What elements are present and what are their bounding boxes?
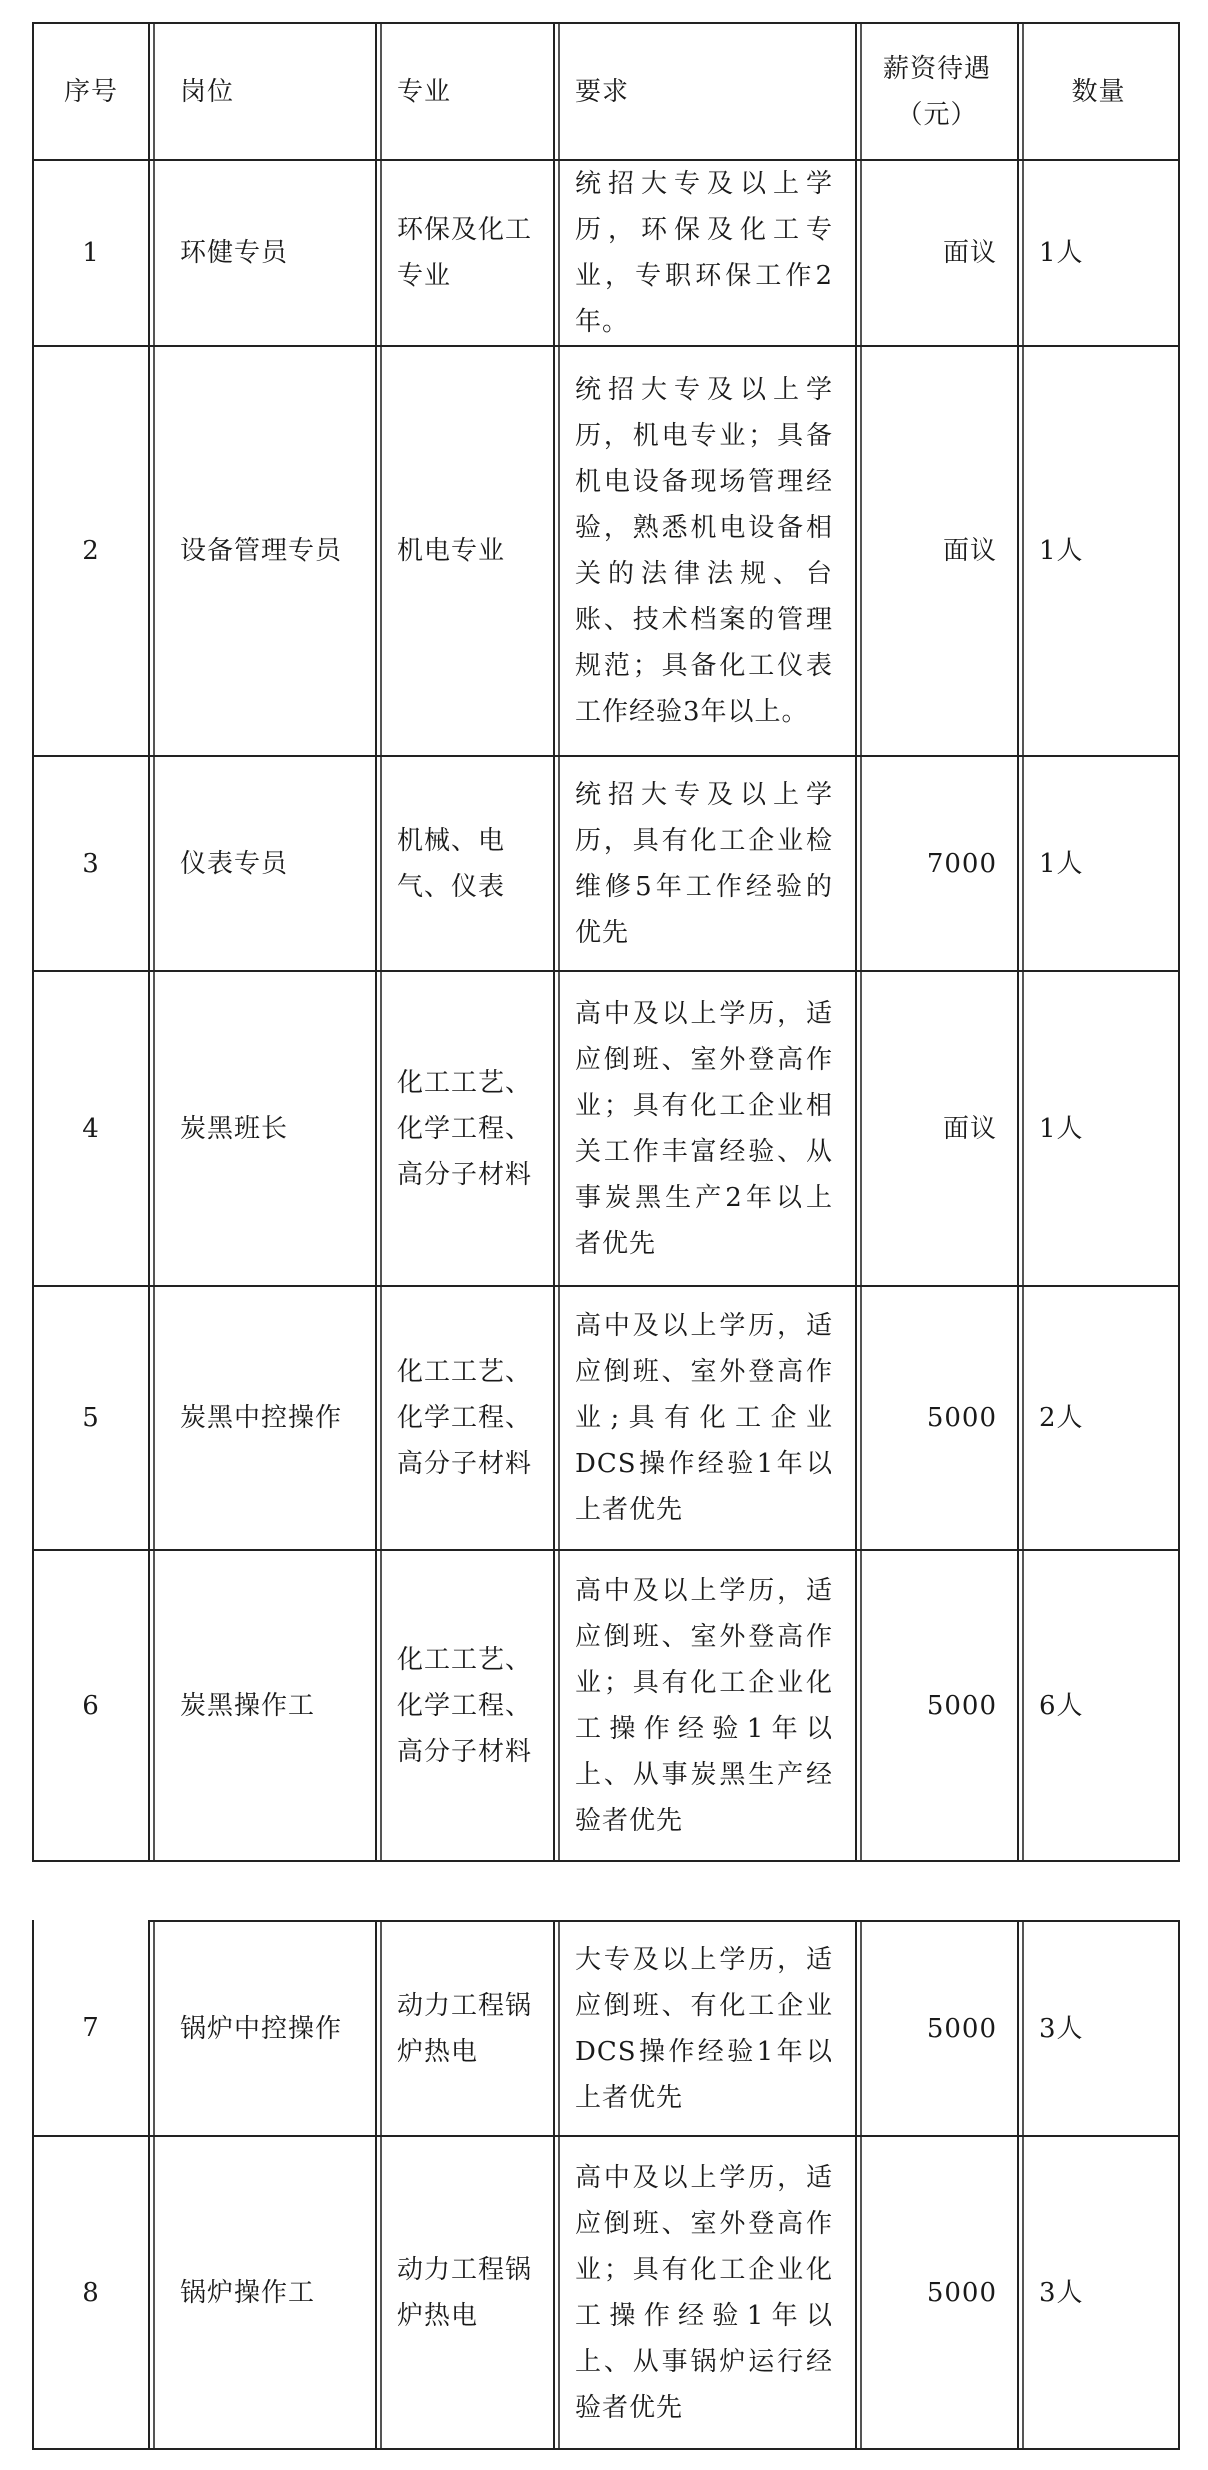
header-quantity: 数量	[1017, 22, 1180, 159]
header-post: 岗位	[148, 22, 375, 159]
row-quantity: 3人	[1017, 1920, 1180, 2135]
row-quantity: 1人	[1017, 970, 1180, 1285]
row-major: 环保及化工专业	[375, 159, 553, 345]
row-major: 动力工程锅炉热电	[375, 1920, 553, 2135]
row-no: 7	[32, 1920, 148, 2135]
row-requirement: 高中及以上学历，适应倒班、室外登高作业；具有化工企业化工操作经验1年以上、从事炭黑生产经验者优先	[553, 1549, 855, 1862]
row-salary: 5000	[855, 1920, 1017, 2135]
row-requirement: 统招大专及以上学历，具有化工企业检维修5年工作经验的优先	[553, 755, 855, 970]
row-requirement: 大专及以上学历，适应倒班、有化工企业DCS操作经验1年以上者优先	[553, 1920, 855, 2135]
header-major: 专业	[375, 22, 553, 159]
row-quantity: 3人	[1017, 2135, 1180, 2450]
recruitment-table-page	[32, 22, 1180, 2450]
row-post: 锅炉中控操作	[148, 1920, 375, 2135]
row-post: 炭黑操作工	[148, 1549, 375, 1862]
recruitment-table	[32, 22, 1180, 1862]
row-post: 锅炉操作工	[148, 2135, 375, 2450]
row-no: 3	[32, 755, 148, 970]
table-row	[32, 1285, 1180, 1549]
row-salary: 5000	[855, 1549, 1017, 1862]
row-no: 8	[32, 2135, 148, 2450]
row-major: 机电专业	[375, 345, 553, 755]
row-no: 6	[32, 1549, 148, 1862]
row-major: 机械、电气、仪表	[375, 755, 553, 970]
row-requirement: 高中及以上学历，适应倒班、室外登高作业;具有化工企业DCS操作经验1年以上者优先	[553, 1285, 855, 1549]
row-no: 5	[32, 1285, 148, 1549]
row-major: 化工工艺、化学工程、高分子材料	[375, 970, 553, 1285]
header-requirement: 要求	[553, 22, 855, 159]
row-post: 仪表专员	[148, 755, 375, 970]
page-break-gap	[32, 1862, 1180, 1920]
row-salary: 面议	[855, 970, 1017, 1285]
row-quantity: 2人	[1017, 1285, 1180, 1549]
row-post: 炭黑班长	[148, 970, 375, 1285]
table-row	[32, 2135, 1180, 2450]
row-requirement: 高中及以上学历，适应倒班、室外登高作业；具有化工企业化工操作经验1年以上、从事锅炉运行经验者优先	[553, 2135, 855, 2450]
row-major: 动力工程锅炉热电	[375, 2135, 553, 2450]
table-row	[32, 159, 1180, 345]
row-post: 设备管理专员	[148, 345, 375, 755]
row-requirement: 高中及以上学历，适应倒班、室外登高作业；具有化工企业相关工作丰富经验、从事炭黑生产2年以上者优先	[553, 970, 855, 1285]
table-row	[32, 345, 1180, 755]
row-salary: 面议	[855, 159, 1017, 345]
row-requirement: 统招大专及以上学历，机电专业；具备机电设备现场管理经验，熟悉机电设备相关的法律法规、台账、技术档案的管理规范；具备化工仪表工作经验3年以上。	[553, 345, 855, 755]
row-major: 化工工艺、化学工程、高分子材料	[375, 1549, 553, 1862]
row-salary: 7000	[855, 755, 1017, 970]
row-quantity: 6人	[1017, 1549, 1180, 1862]
row-salary: 面议	[855, 345, 1017, 755]
row-quantity: 1人	[1017, 159, 1180, 345]
row-no: 2	[32, 345, 148, 755]
row-no: 1	[32, 159, 148, 345]
row-no: 4	[32, 970, 148, 1285]
row-post: 环健专员	[148, 159, 375, 345]
table-row	[32, 970, 1180, 1285]
recruitment-table-continued	[32, 1920, 1180, 2450]
row-post: 炭黑中控操作	[148, 1285, 375, 1549]
row-quantity: 1人	[1017, 755, 1180, 970]
table-row	[32, 755, 1180, 970]
row-requirement: 统招大专及以上学历，环保及化工专业，专职环保工作2年。	[553, 159, 855, 345]
row-major: 化工工艺、化学工程、高分子材料	[375, 1285, 553, 1549]
table-row	[32, 1549, 1180, 1862]
header-row	[32, 22, 1180, 159]
table-row	[32, 1920, 1180, 2135]
row-salary: 5000	[855, 2135, 1017, 2450]
header-salary: 薪资待遇（元）	[855, 22, 1017, 159]
header-no: 序号	[32, 22, 148, 159]
row-quantity: 1人	[1017, 345, 1180, 755]
row-salary: 5000	[855, 1285, 1017, 1549]
